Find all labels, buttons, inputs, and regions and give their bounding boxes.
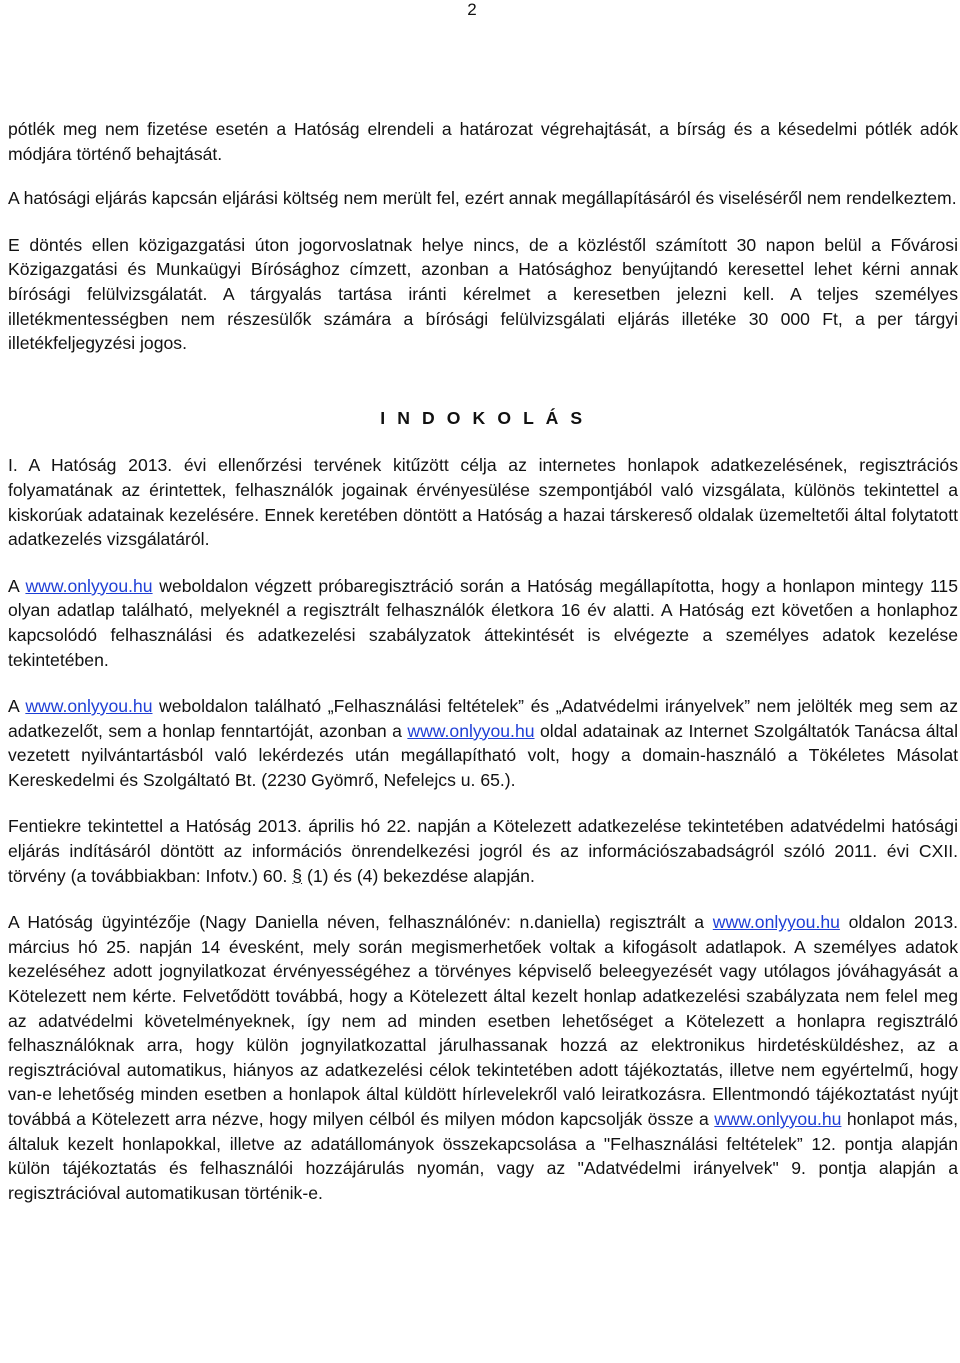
- section-heading-reasoning: I N D O K O L Á S: [380, 407, 586, 428]
- text-segment: oldalon 2013. március hó 25. napján 14 évesként, mely során megismerhetőek voltak a kifogásolt adatlapok. A személyes adatok kezeléséhez adott jognyilatkozat érvényességéhez a törvényes képviselő beleegyezését vagy utólagos jóváhagyását a Kötelezett nem kérte. Felvetődött továbbá, hogy a Kötelezett által kezelt honlap adatkezelési szabályzata nem felel meg az adatvédelmi követelményeknek, így nem ad minden esetben lehetőséget a Kötelezett a honlapra regisztráló felhasználóknak arra, hogy külön jognyilatkozattal járulhassanak hozzá az elektronikus hirdetésküldéshez, az a regisztrációval automatikus, hiányos az adatkezelési célok tekintetében adott tájékoztatás, illetve nem egyértelmű, hogy van-e lehetőség minden esetben a honlapok által küldött hírlevelekről való leiratkozásra. Ellentmondó tájékoztatást nyújt továbbá a Kötelezett arra nézve, hogy milyen célból és milyen módon kapcsolják össze a: [8, 912, 959, 1129]
- paragraph-procedure-cost: A hatósági eljárás kapcsán eljárási költség nem merült fel, ezért annak megállapításáról és viseléséről nem rendelkeztem.: [8, 188, 957, 209]
- paragraph-procedure-start: [8, 814, 958, 888]
- text-segment: weboldalon található „Felhasználási feltételek” és „Adatvédelmi irányelvek” nem jelölték meg sem az adatkezelőt, sem a honlap fenntartóját, azonban a: [8, 696, 958, 741]
- onlyyou-link[interactable]: www.onlyyou.hu: [712, 912, 840, 933]
- paragraph-audit-plan: I. A Hatóság 2013. évi ellenőrzési tervének kitűzött célja az internetes honlapok adatkezelésének, regisztrációs folyamatának az érintettek, felhasználók jogainak érvényesülése szempontjából való vizsgálata, különös tekintettel a kiskorúak adatainak kezelésére. Ennek keretében döntött a Hatóság a hazai társkereső oldalak üzemeltetői által folytatott adatkezelés vizsgálatáról.: [8, 455, 958, 550]
- text-segment: A Hatóság ügyintézője (Nagy Daniella néven, felhasználónév: n.daniella) regisztrált a: [8, 912, 713, 933]
- section-sign: §: [292, 865, 303, 886]
- onlyyou-link[interactable]: www.onlyyou.hu: [25, 575, 153, 596]
- onlyyou-link[interactable]: www.onlyyou.hu: [25, 696, 153, 717]
- paragraph-late-fee: pótlék meg nem fizetése esetén a Hatóság elrendeli a határozat végrehajtását, a bírság és a késedelmi pótlék adók módjára történő behajtását.: [8, 119, 958, 164]
- paragraph-terms-review: [8, 694, 958, 792]
- text-segment: oldal adatainak az Internet Szolgáltatók Tanácsa által vezetett nyilvántartásból való lekérdezés után megállapítható volt, hogy a domain-használó a Tökéletes Másolat Kereskedelmi és Szolgáltató Bt. (2230 Gyömrő, Nefelejcs u. 65.).: [8, 720, 958, 790]
- document-body: [8, 117, 958, 1205]
- text-segment: weboldalon végzett próbaregisztráció során a Hatóság megállapította, hogy a honlapon mintegy 115 olyan adatlap található, melyeknél a regisztrált felhasználók életkora 16 év alatti. A Hatóság ezt követően a honlaphoz kapcsolódó felhasználási és adatkezelési szabályzatok áttekintését is elvégezte a személyes adatok kezelése tekintetében.: [8, 575, 958, 670]
- onlyyou-link[interactable]: www.onlyyou.hu: [714, 1109, 842, 1129]
- page-number: 2: [467, 0, 477, 19]
- text-segment: (1) és (4) bekezdése alapján.: [302, 865, 535, 886]
- paragraph-legal-remedy: E döntés ellen közigazgatási úton jogorvoslatnak helye nincs, de a közléstől számított 30 napon belül a Fővárosi Közigazgatási és Munkaügyi Bírósághoz címzett, azonban a Hatósághoz benyújtandó keresettel lehet kérni annak bírósági felülvizsgálatát. A tárgyalás tartása iránti kérelmet a keresetben jelezni kell. A teljes személyes illetékmentességben nem részesülők számára a bírósági felülvizsgálati eljárás illetéke 30 000 Ft, a per tárgyi illetékfeljegyzési jogos.: [8, 234, 958, 354]
- text-segment: Fentiekre tekintettel a Hatóság 2013. április hó 22. napján a Kötelezett adatkezelése tekintetében adatvédelmi hatósági eljárás indításáról döntött az információs önrendelkezési jogról és az információszabadságról szóló 2011. évi CXII. törvény (a továbbiakban: Infotv.) 60.: [8, 816, 958, 886]
- text-segment: A: [8, 696, 26, 717]
- paragraph-investigation-findings: [8, 910, 958, 1205]
- onlyyou-link[interactable]: www.onlyyou.hu: [407, 720, 535, 741]
- paragraph-test-registration: [8, 574, 958, 672]
- text-segment: A: [8, 575, 26, 596]
- text-segment: honlapot más, általuk kezelt honlapokkal, illetve az adatállományok összekapcsolása a "Felhasználási feltételek” 12. pontja alapján külön tájékoztatás és felhasználói hozzájárulás nyomán, vagy az "Adatvédelmi irányelvek" 9. pontja alapján a regisztrációval automatikusan történik-e.: [8, 1109, 958, 1203]
